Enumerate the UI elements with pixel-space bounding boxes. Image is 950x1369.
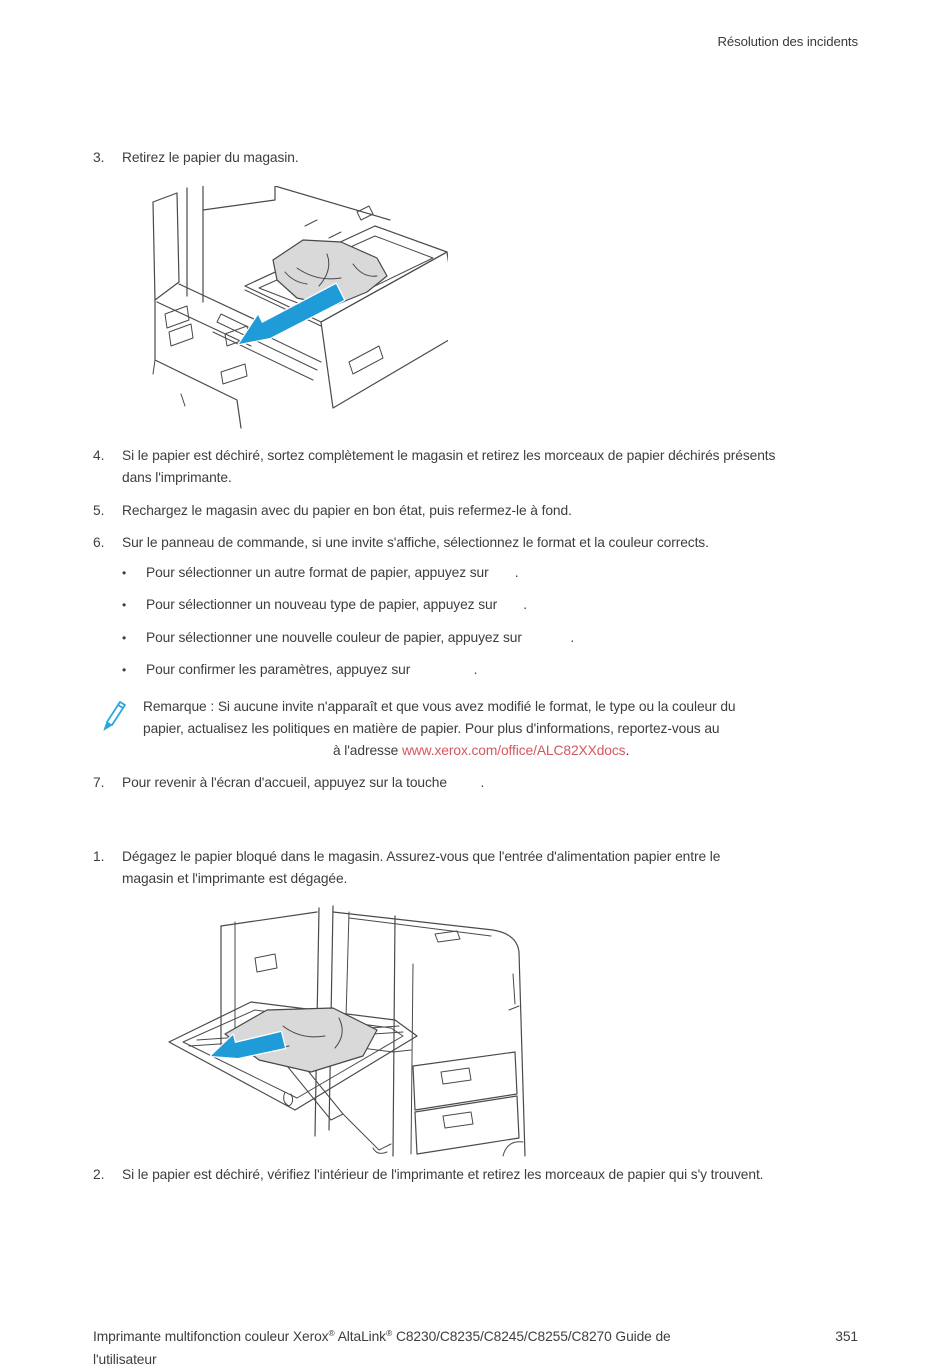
note-text-line: papier, actualisez les politiques en matière de papier. Pour plus d'informations, reportez-vous au: [143, 721, 720, 736]
step-text: Dégagez le papier bloqué dans le magasin. Assurez-vous que l'entrée d'alimentation papier entre le: [122, 849, 721, 864]
bullet-text: Pour sélectionner un autre format de papier, appuyez sur .: [146, 565, 519, 580]
step-item-4: [93, 445, 775, 489]
bullet-item: [122, 594, 527, 616]
bullet-text: Pour sélectionner une nouvelle couleur de papier, appuyez sur .: [146, 630, 575, 645]
registered-mark: ®: [385, 1328, 393, 1338]
xerox-docs-link[interactable]: www.xerox.com/office/ALC82XXdocs: [401, 743, 626, 758]
note-link-prefix: à l'adresse: [333, 743, 402, 758]
bullet-item: [122, 562, 518, 584]
step-number: 6.: [93, 535, 105, 550]
printer-bypass-tray-paper-jam-illustration: [163, 904, 555, 1162]
footer-title-segment: AltaLink: [334, 1329, 386, 1344]
step-number: 1.: [93, 849, 105, 864]
step-text: Pour revenir à l'écran d'accueil, appuyez sur la touche .: [122, 775, 485, 790]
step-item-6: [93, 532, 709, 554]
step-number: 2.: [93, 1167, 105, 1182]
bullet-text: Pour confirmer les paramètres, appuyez sur .: [146, 662, 478, 677]
step-item-2: [93, 1164, 763, 1186]
note: [143, 696, 735, 762]
step-number: 7.: [93, 775, 105, 790]
step-number: 3.: [93, 150, 105, 165]
pencil-icon: [102, 697, 126, 733]
bullet-marker: •: [122, 631, 127, 645]
step-text: Rechargez le magasin avec du papier en bon état, puis refermez-le à fond.: [122, 503, 572, 518]
step-text: Si le papier est déchiré, sortez complètement le magasin et retirez les morceaux de papier déchirés présents: [122, 448, 776, 463]
footer-document-title: [93, 1326, 671, 1369]
note-text-line: Remarque : Si aucune invite n'apparaît et que vous avez modifié le format, le type ou la couleur du: [143, 699, 736, 714]
footer-title-segment: C8230/C8235/C8245/C8255/C8270 Guide de: [392, 1329, 671, 1344]
step-text: dans l'imprimante.: [122, 470, 232, 485]
bullet-item: [122, 659, 477, 681]
step-number: 5.: [93, 503, 105, 518]
page-header-section-title: Résolution des incidents: [717, 34, 858, 49]
step-text: Si le papier est déchiré, vérifiez l'intérieur de l'imprimante et retirez les morceaux de papier qui s'y trouvent.: [122, 1167, 764, 1182]
bullet-marker: •: [122, 598, 127, 612]
footer-title-segment: Imprimante multifonction couleur Xerox: [93, 1329, 329, 1344]
note-link-suffix: .: [625, 743, 630, 758]
step-item-1: [93, 846, 720, 890]
step-text: Retirez le papier du magasin.: [122, 150, 299, 165]
step-item-7: [93, 772, 484, 794]
note-text-line: [143, 740, 735, 762]
step-text: Sur le panneau de commande, si une invite s'affiche, sélectionnez le format et la couleur corrects.: [122, 535, 709, 550]
step-number: 4.: [93, 448, 105, 463]
paper-tray-drawers-lines: [413, 1052, 523, 1156]
bullet-marker: •: [122, 566, 127, 580]
step-text: magasin et l'imprimante est dégagée.: [122, 871, 348, 886]
bullet-marker: •: [122, 663, 127, 677]
bullet-item: [122, 627, 574, 649]
step-item-5: [93, 500, 572, 522]
printer-open-tray-paper-jam-illustration: [125, 186, 448, 432]
footer-title-line2: l'utilisateur: [93, 1352, 157, 1367]
step-item-3: [93, 147, 299, 169]
registered-mark: ®: [328, 1328, 335, 1338]
bullet-text: Pour sélectionner un nouveau type de papier, appuyez sur .: [146, 597, 527, 612]
printer-body-lines: [153, 186, 390, 428]
footer-page-number: 351: [835, 1329, 858, 1344]
page-footer: [93, 1326, 858, 1369]
